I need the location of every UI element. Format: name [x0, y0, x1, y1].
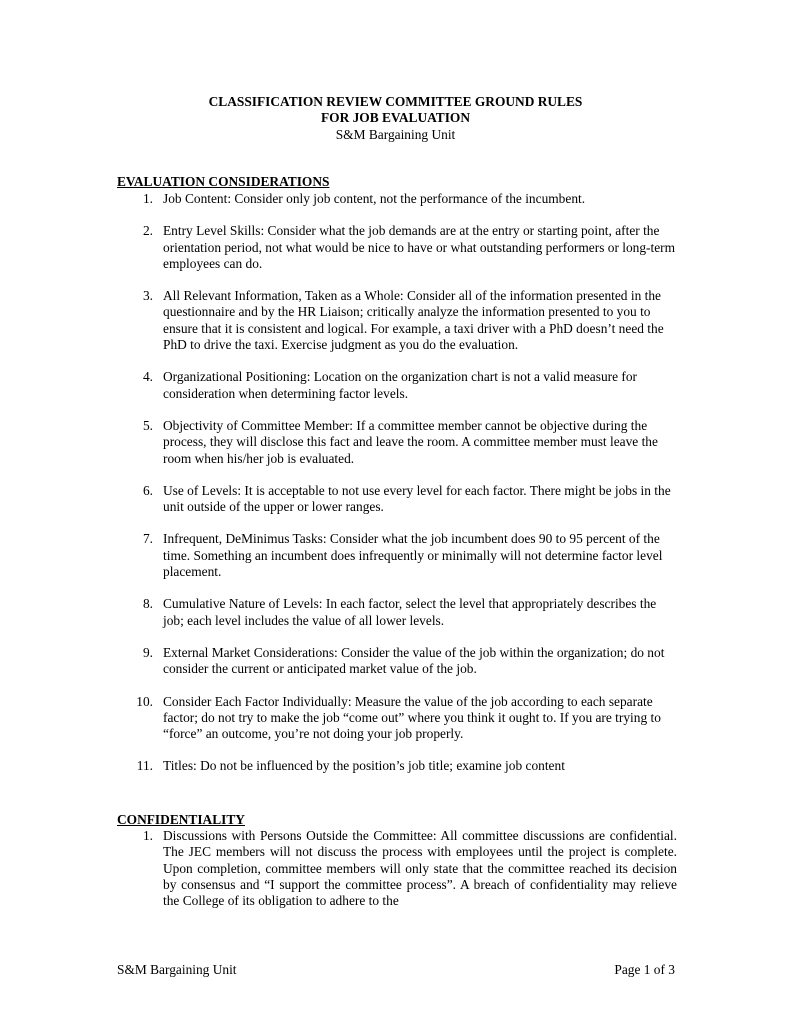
list-item: [117, 758, 677, 774]
list-item: [117, 191, 677, 207]
list-item: [117, 288, 677, 353]
item-number: 1.: [142, 828, 153, 843]
evaluation-heading: EVALUATION CONSIDERATIONS: [117, 174, 330, 189]
item-number: 5.: [142, 417, 153, 433]
item-text: Use of Levels: It is acceptable to not use every level for each factor. There might be jobs in the unit outside of the upper or lower ranges.: [163, 482, 671, 515]
item-number: 4.: [142, 369, 153, 385]
item-text: Infrequent, DeMinimus Tasks: Consider what the job incumbent does 90 to 95 percent of the time. Something an incumbent does infrequently or minimally will not determine factor level placement.: [163, 531, 663, 580]
list-item: [117, 369, 677, 402]
item-text: Entry Level Skills: Consider what the job demands are at the entry or starting point, after the orientation period, not what would be nice to have or what outstanding performers or long-term employees can do.: [163, 223, 676, 271]
list-item: [117, 645, 677, 678]
item-number: 10.: [136, 693, 153, 709]
item-text: Titles: Do not be influenced by the position’s job title; examine job content: [163, 758, 565, 774]
list-item: [117, 483, 677, 516]
list-item: [117, 223, 677, 272]
list-item: [117, 828, 677, 909]
confidentiality-heading: CONFIDENTIALITY: [117, 812, 245, 827]
item-number: 2.: [142, 223, 153, 239]
title-block: [0, 94, 791, 143]
item-text: Job Content: Consider only job content, not the performance of the incumbent.: [163, 191, 586, 206]
item-text: Consider Each Factor Individually: Measure the value of the job according to each separate factor; do not try to make the job “come out” where you think it ought to. If you are trying to “force” an outcome, you’re not doing your job properly.: [163, 693, 661, 742]
document-title-line-1: CLASSIFICATION REVIEW COMMITTEE GROUND RULES: [208, 94, 583, 109]
footer-page-number: Page 1 of 3: [614, 962, 675, 977]
item-number: 7.: [142, 531, 153, 547]
item-text: Discussions with Persons Outside the Committee: All committee discussions are confidential. The JEC members will not discuss the process with employees until the project is complete. Upon completion, committee members will only state that the committee reached its decision by consensus and “I support the committee process”. A breach of confidentiality may relieve the College of its obligation to adhere to the: [163, 828, 677, 909]
item-number: 3.: [142, 288, 153, 304]
footer-unit-name: S&M Bargaining Unit: [117, 962, 237, 977]
item-text: External Market Considerations: Consider the value of the job within the organization; do not consider the current or anticipated market value of the job.: [163, 644, 665, 677]
item-number: 11.: [136, 758, 153, 774]
item-text: Cumulative Nature of Levels: In each factor, select the level that appropriately describes the job; each level includes the value of all lower levels.: [163, 596, 657, 628]
item-number: 8.: [142, 596, 153, 612]
item-text: All Relevant Information, Taken as a Whole: Consider all of the information presented in the questionnaire and by the HR Liaison; critically analyze the information presented to you to ensure that it is consistent and logical. For example, a taxi driver with a PhD doesn’t need the PhD to drive the taxi. Exercise judgment as you do the evaluation.: [163, 288, 664, 353]
item-text: Organizational Positioning: Location on the organization chart is not a valid measure for consideration when determining factor levels.: [163, 369, 638, 401]
confidentiality-list: [117, 828, 677, 909]
list-item: [117, 694, 677, 743]
document-subtitle: S&M Bargaining Unit: [335, 126, 456, 142]
list-item: [117, 418, 677, 467]
list-item: [117, 531, 677, 580]
item-number: 1.: [142, 191, 153, 206]
document-title-line-2: FOR JOB EVALUATION: [320, 110, 471, 126]
list-item: [117, 596, 677, 629]
item-text: Objectivity of Committee Member: If a committee member cannot be objective during the process, they will disclose this fact and leave the room. A committee member must leave the room when his/her job is evaluated.: [163, 417, 658, 466]
evaluation-list: [117, 191, 677, 775]
item-number: 9.: [142, 644, 153, 660]
item-number: 6.: [142, 482, 153, 498]
